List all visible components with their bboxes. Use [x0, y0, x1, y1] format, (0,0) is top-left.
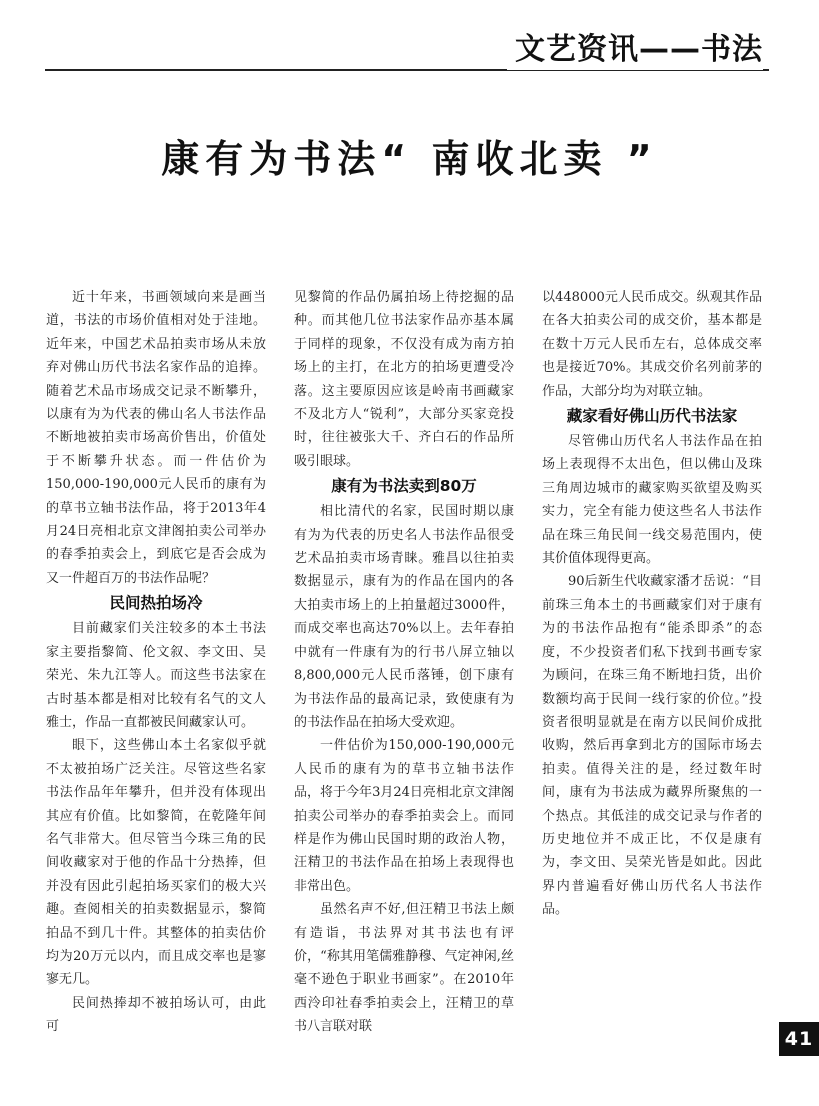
paragraph: 近十年来，书画领域向来是画当道，书法的市场价值相对处于洼地。近年来，中国艺术品拍卖市场从未放弃对佛山历代书法名家作品的追捧。随着艺术品市场成交记录不断攀升，以康有为为代表的佛山名人书法作品不断地被拍卖市场高价售出，价值处于不断攀升状态。而一件估价为150,000-190,000元人民币的康有为的草书立轴书法作品，将于2013年4月24日亮相北京文津阁拍卖公司举办的春季拍卖会上，到底它是否会成为又一件超百万的书法作品呢？	[46, 290, 266, 586]
paragraph: 眼下，这些佛山本土名家似乎就不太被拍场广泛关注。尽管这些名家书法作品年年攀升，但并没有体现出其应有价值。比如黎简，在乾隆年间名气非常大。但尽管当今珠三角的民间收藏家对于他的作品十分热捧，但并没有因此引起拍场买家们的极大兴趣。查阅相关的拍卖数据显示，黎简拍品不到几十件。其整体的拍卖估价均为20万元以内，而且成交率也是寥寥无几。	[46, 738, 266, 988]
subheading: 藏家看好佛山历代书法家	[566, 407, 738, 426]
paragraph: 虽然名声不好,但汪精卫书法上颇有造诣，书法界对其书法也有评价，“称其用笔儒雅静穆、气定神闲,丝毫不逊色于职业书画家”。在2010年西泠印社春季拍卖会上，汪精卫的草书八言联对联	[294, 902, 514, 1035]
section-title: 文艺资讯——书法	[507, 30, 763, 70]
paragraph: 90后新生代收藏家潘才岳说：“目前珠三角本土的书画藏家们对于康有为的书法作品抱有“能杀即杀”的态度，不少投资者们私下找到书画专家为顾问，在珠三角不断地扫货，出价数额均高于民间一线行家的价位。”投资者很明显就是在南方以民间价成批收购，然后再拿到北方的国际市场去拍卖。值得关注的是，经过数年时间，康有为书法成为藏界所聚焦的一个热点。其低洼的成交记录与作者的历史地位并不成正比，不仅是康有为，李文田、吴荣光皆是如此。因此界内普遍看好佛山历代名人书法作品。	[542, 574, 762, 918]
subheading: 民间热拍场冷	[109, 594, 203, 613]
subheading: 康有为书法卖到80万	[331, 477, 477, 496]
article-title: 康有为书法“ 南收北卖 ”	[161, 137, 658, 181]
text-column-1	[46, 286, 266, 1039]
paragraph: 尽管佛山历代名人书法作品在拍场上表现得不太出色，但以佛山及珠三角周边城市的藏家购买欲望及购买实力，完全有能力使这些名人书法作品在珠三角民间一线交易范围内，使其价值体现得更高。	[542, 434, 762, 567]
paragraph: 相比清代的名家，民国时期以康有为为代表的历史名人书法作品很受艺术品拍卖市场青睐。雅昌以往拍卖数据显示，康有为的作品在国内的各大拍卖市场上的上拍量超过3000件，而成交率也高达70%以上。去年春拍中就有一件康有为的行书八屏立轴以8,800,000元人民币落锤，创下康有为书法作品的最高记录，致使康有为的书法作品在拍场大受欢迎。	[294, 504, 514, 730]
paragraph: 一件估价为150,000-190,000元人民币的康有为的草书立轴书法作品，将于今年3月24日亮相北京文津阁拍卖公司举办的春季拍卖会上。而同样是作为佛山民国时期的政治人物，汪精卫的书法作品在拍场上表现得也非常出色。	[294, 738, 514, 894]
paragraph: 见黎简的作品仍属拍场上待挖掘的品种。而其他几位书法家作品亦基本属于同样的现象，不仅没有成为南方拍场上的主打，在北方的拍场更遭受冷落。这主要原因应该是岭南书画藏家不及北方人“锐利”，大部分买家竞投时，往往被张大千、齐白石的作品所吸引眼球。	[294, 290, 514, 469]
paragraph: 目前藏家们关注较多的本土书法家主要指黎简、伦文叙、李文田、吴荣光、朱九江等人。而这些书法家在古时基本都是相对比较有名气的文人雅士，作品一直都被民间藏家认可。	[46, 621, 266, 730]
paragraph: 以448000元人民币成交。纵观其作品在各大拍卖公司的成交价，基本都是在数十万元人民币左右，总体成交率也是接近70%。其成交价名列前茅的作品，大部分均为对联立轴。	[542, 290, 762, 399]
page-number: 41	[779, 1022, 819, 1056]
section-header	[0, 30, 819, 76]
text-column-3	[542, 286, 762, 922]
paragraph: 民间热捧却不被拍场认可，由此可	[46, 995, 266, 1035]
text-column-2	[294, 286, 514, 1039]
article-body	[46, 286, 774, 1035]
